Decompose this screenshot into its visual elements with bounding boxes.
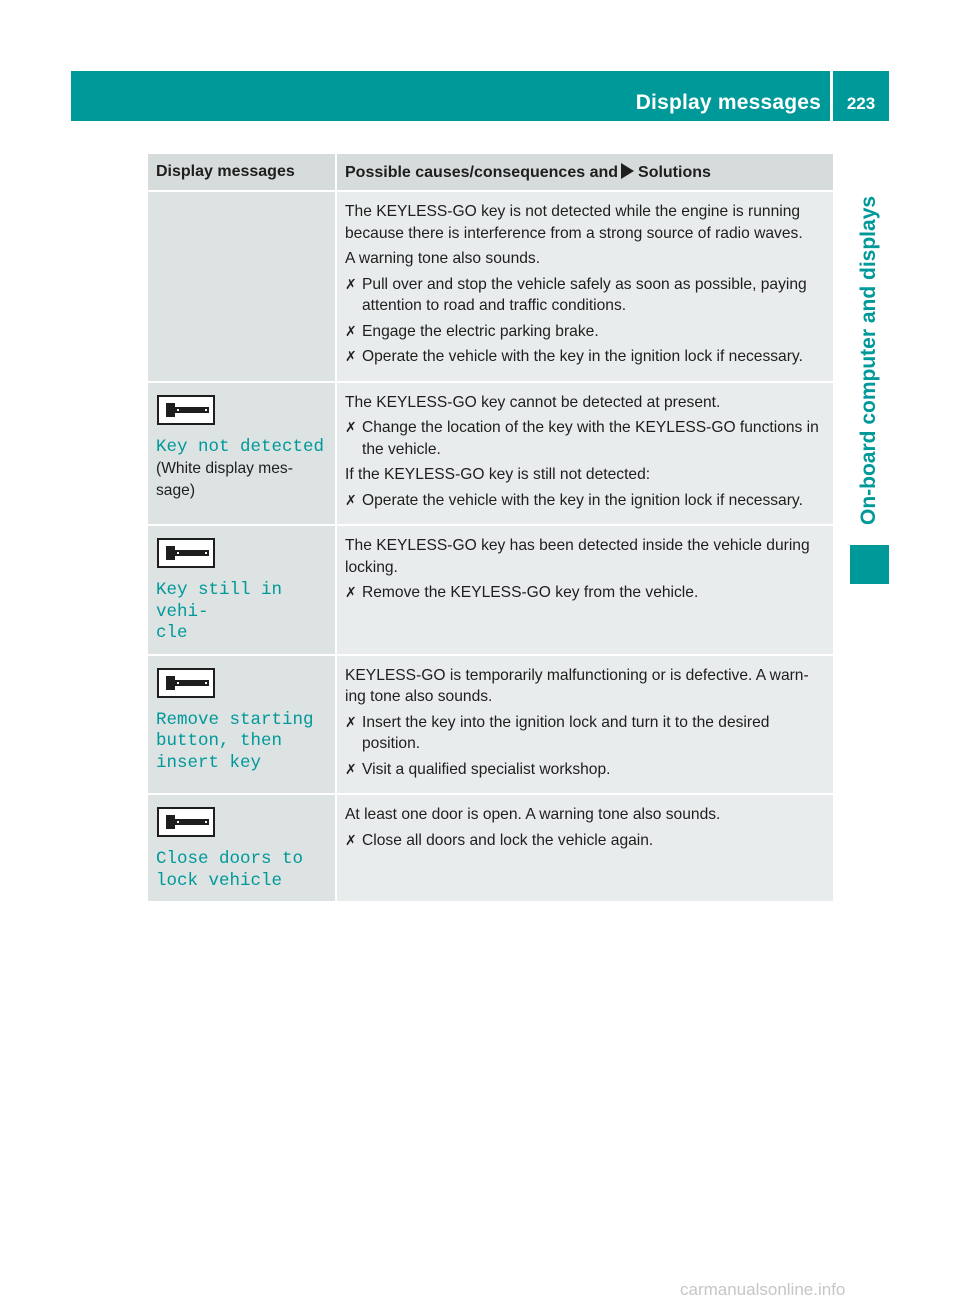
message-note: (White display mes- sage) xyxy=(156,460,293,499)
step-marker-icon: ✗ xyxy=(345,584,357,600)
solution-step xyxy=(345,346,825,368)
solution-step xyxy=(345,830,825,852)
message-cell xyxy=(148,654,337,794)
chapter-side-tab xyxy=(850,160,889,530)
display-message-text: Close doors to lock vehicle xyxy=(156,849,304,891)
cause-text: The KEYLESS-GO key is not detected while the engine is running because there is interference from a strong source of radio waves. xyxy=(345,203,803,242)
step-marker-icon: ✗ xyxy=(345,831,357,848)
display-message-text: Key still in vehi‐ cle xyxy=(156,580,283,643)
solution-step-text: Engage the electric parking brake. xyxy=(362,322,599,340)
table-row xyxy=(148,793,833,901)
solution-step xyxy=(345,759,825,781)
key-icon xyxy=(157,395,215,425)
cause-text: At least one door is open. A warning tone also sounds. xyxy=(345,806,721,823)
cause-text: If the KEYLESS-GO key is still not detected: xyxy=(345,466,651,483)
message-cell xyxy=(148,793,337,901)
col-header-causes-text: Possible causes/consequences and xyxy=(345,163,619,181)
display-message-text: Key not detected xyxy=(156,436,325,457)
solution-step xyxy=(345,712,825,755)
solution-step-text: Close all doors and lock the vehicle again. xyxy=(362,831,654,849)
solution-step-text: Insert the key into the ignition lock and turn it to the desired position. xyxy=(362,713,770,752)
step-marker-icon: ✗ xyxy=(345,491,357,508)
table-header-row xyxy=(148,154,833,190)
chapter-title: On-board computer and displays xyxy=(857,195,880,525)
header-title: Display messages xyxy=(635,91,821,114)
table-row xyxy=(148,381,833,525)
table-row xyxy=(148,654,833,794)
step-marker-icon: ✗ xyxy=(345,713,357,730)
solution-step xyxy=(345,274,825,317)
play-arrow-icon xyxy=(621,163,634,179)
causes-solutions-cell xyxy=(337,381,833,525)
cause-text: KEYLESS-GO is temporarily malfunctioning or is defective. A warn-ing tone also sounds. xyxy=(345,666,809,705)
display-messages-table xyxy=(148,154,833,901)
step-marker-icon: ✗ xyxy=(345,275,357,292)
step-marker-icon: ✗ xyxy=(345,322,357,339)
causes-solutions-cell xyxy=(337,190,833,381)
step-marker-icon: ✗ xyxy=(345,760,357,777)
solution-step-text: Operate the vehicle with the key in the ignition lock if necessary. xyxy=(362,491,803,509)
solution-step-text: Visit a qualified specialist workshop. xyxy=(362,760,611,778)
display-message-text: Remove starting button, then insert key xyxy=(156,709,314,773)
solution-step-text: Remove the KEYLESS-GO key from the vehicle. xyxy=(362,584,699,601)
step-marker-icon: ✗ xyxy=(345,348,357,364)
table-row xyxy=(148,524,833,654)
key-icon xyxy=(157,668,215,698)
causes-solutions-cell xyxy=(337,654,833,794)
message-cell xyxy=(148,190,337,381)
chapter-marker-block xyxy=(850,545,889,584)
footer-watermark: carmanualsonline.info xyxy=(680,1280,846,1299)
solution-step-text: Operate the vehicle with the key in the ignition lock if necessary. xyxy=(362,348,803,365)
solution-step xyxy=(345,582,825,604)
solution-step-text: Pull over and stop the vehicle safely as soon as possible, paying attention to road and traffic conditions. xyxy=(362,275,807,314)
message-cell xyxy=(148,524,337,654)
step-marker-icon: ✗ xyxy=(345,419,357,435)
key-icon xyxy=(157,807,215,837)
solution-step xyxy=(345,321,825,343)
page-header xyxy=(71,71,889,121)
key-icon xyxy=(157,538,215,568)
message-cell xyxy=(148,381,337,525)
solution-step xyxy=(345,490,825,512)
col-header-solutions-text: Solutions xyxy=(638,163,711,181)
causes-solutions-cell xyxy=(337,793,833,901)
cause-text: The KEYLESS-GO key cannot be detected at present. xyxy=(345,393,721,411)
table-row xyxy=(148,190,833,381)
page-number: 223 xyxy=(846,94,876,113)
col-header-causes-solutions xyxy=(337,154,833,190)
cause-text: The KEYLESS-GO key has been detected inside the vehicle during locking. xyxy=(345,537,810,576)
solution-step xyxy=(345,417,825,460)
cause-text: A warning tone also sounds. xyxy=(345,250,541,267)
col-header-display-messages: Display messages xyxy=(148,154,337,190)
solution-step-text: Change the location of the key with the KEYLESS-GO functions in the vehicle. xyxy=(362,419,819,458)
causes-solutions-cell xyxy=(337,524,833,654)
